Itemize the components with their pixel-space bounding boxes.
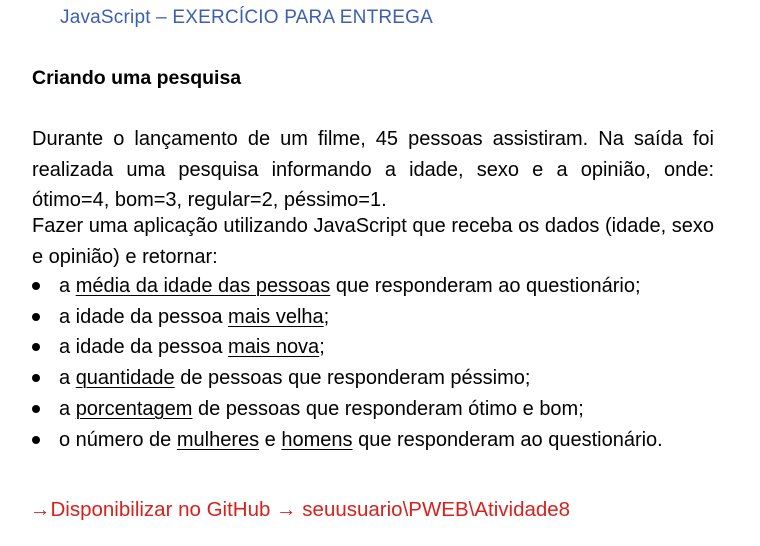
item-text: o número de — [59, 428, 177, 451]
item-text: ; — [323, 305, 330, 328]
list-item — [32, 302, 732, 333]
list-item — [32, 363, 732, 394]
intro-paragraph: Durante o lançamento de um filme, 45 pessoas assistiram. Na saída foi realizada uma pesquisa informando a idade, sexo e a opinião, onde: ótimo=4, bom=3, regular=2, péssimo=1. — [32, 128, 714, 211]
github-instruction: →Disponibilizar no GitHub → seuusuario\PWEB\Atividade8 — [30, 498, 571, 521]
item-text: a — [59, 367, 76, 390]
list-item — [32, 425, 732, 456]
bullet-icon — [32, 405, 40, 413]
item-emphasis: mulheres — [176, 428, 260, 451]
item-emphasis: homens — [281, 428, 353, 451]
list-item — [32, 332, 732, 363]
item-text: que responderam ao questionário; — [330, 275, 641, 297]
item-text: de pessoas que responderam ótimo e bom; — [192, 397, 584, 420]
bullet-icon — [32, 313, 40, 321]
bullet-icon — [32, 282, 40, 290]
item-text: ; — [319, 336, 325, 359]
item-text: a — [59, 275, 76, 297]
item-emphasis: mais nova — [228, 336, 320, 359]
list-item — [32, 271, 732, 302]
item-emphasis: quantidade — [75, 367, 175, 390]
item-emphasis: porcentagem — [75, 397, 193, 420]
bullet-icon — [32, 374, 40, 382]
task-paragraph: Fazer uma aplicação utilizando JavaScript que receba os dados (idade, sexo e opinião) e retornar: — [32, 215, 714, 268]
section-title: Criando uma pesquisa — [32, 67, 242, 89]
document-header: JavaScript – EXERCÍCIO PARA ENTREGA — [60, 7, 434, 28]
item-text: e — [259, 428, 282, 451]
item-emphasis: média da idade das pessoas — [75, 275, 331, 297]
bullet-icon — [32, 436, 40, 444]
bullet-icon — [32, 343, 40, 351]
requirements-list — [32, 271, 732, 455]
item-text: a idade da pessoa — [59, 305, 229, 328]
list-item — [32, 394, 732, 425]
item-text: a idade da pessoa — [59, 336, 229, 359]
item-text: a — [59, 397, 76, 420]
item-text: que responderam ao questionário. — [352, 428, 663, 451]
item-emphasis: mais velha — [228, 305, 324, 328]
item-text: de pessoas que responderam péssimo; — [174, 367, 531, 390]
